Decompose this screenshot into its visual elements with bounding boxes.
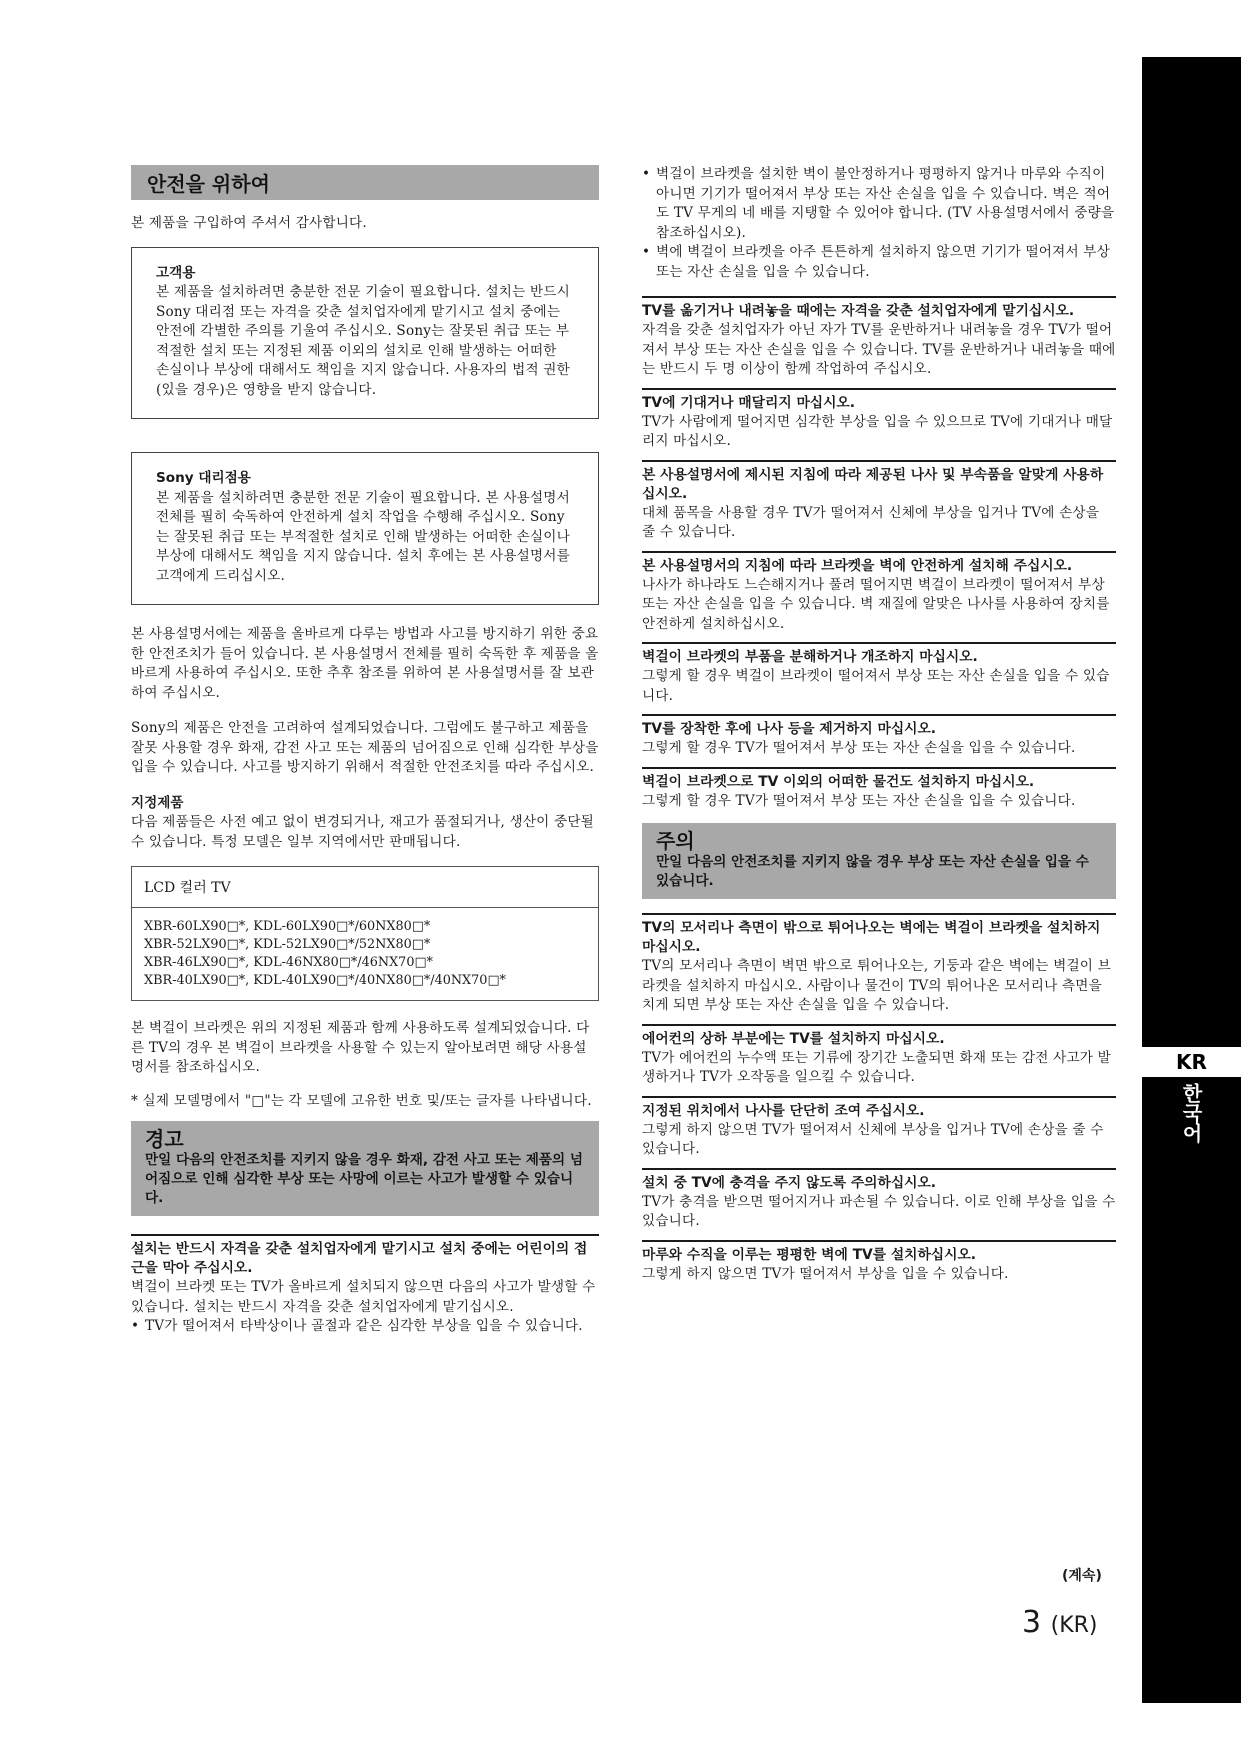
section-heading: TV를 장착한 후에 나사 등을 제거하지 마십시오. [642, 721, 937, 737]
paragraph-bracket-usage: 본 벽걸이 브라켓은 위의 지정된 제품과 함께 사용하도록 설계되었습니다. 다른 TV의 경우 본 벽걸이 브라켓을 사용할 수 있는지 알아보려면 해당 사용설명서를 참조하십시오. [131, 1020, 590, 1075]
paragraph-manual: 본 사용설명서에는 제품을 올바르게 다루는 방법과 사고를 방지하기 위한 중요한 안전조치가 들어 있습니다. 본 사용설명서 전체를 필히 숙독한 후 제품을 올바르게 사용하여 주십시오. 또한 추후 참조를 위하여 본 사용설명서를 잘 보관하여 주십시오. [131, 626, 599, 701]
caution-title: 주의 [656, 829, 695, 853]
section-text: TV가 사람에게 떨어지면 심각한 부상을 입을 수 있으므로 TV에 기대거나 매달리지 마십시오. [642, 413, 1113, 449]
left-column [131, 165, 599, 1337]
dealer-box-text: 본 제품을 설치하려면 충분한 전문 기술이 필요합니다. 본 사용설명서 전체를 필히 숙독하여 안전하게 설치 작업을 수행해 주십시오. Sony는 잘못된 취급 또는 부적절한 설치로 인해 발생하는 어떠한 손실이나 부상에 대해서도 책임을 지지 않습니다. 설치 후에는 본 사용설명서를 고객에게 드리십시오. [156, 489, 570, 584]
footnote: * 실제 모델명에서 "□"는 각 모델에 고유한 번호 및/또는 글자를 나타냅니다. [131, 1092, 592, 1109]
section-heading: TV의 모서리나 측면이 밖으로 튀어나오는 벽에는 벽걸이 브라켓을 설치하지 마십시오. [642, 920, 1101, 955]
page-number: 3 (KR) [1022, 1605, 1098, 1640]
right-column [642, 165, 1116, 1284]
language-label: 한국어 [1179, 1083, 1203, 1143]
section-heading: 벽걸이 브라켓의 부품을 분해하거나 개조하지 마십시오. [642, 649, 978, 665]
customer-box [131, 247, 599, 420]
section-text: TV가 에어컨의 누수액 또는 기류에 장기간 노출되면 화재 또는 감전 사고가 발생하거나 TV가 오작동을 일으킬 수 있습니다. [642, 1049, 1111, 1085]
section-text: 그렇게 하지 않으면 TV가 떨어져서 신체에 부상을 입거나 TV에 손상을 줄 수 있습니다. [642, 1121, 1104, 1157]
section [642, 714, 1116, 759]
section [642, 1240, 1116, 1285]
section-heading: 본 사용설명서의 지침에 따라 브라켓을 벽에 안전하게 설치해 주십시오. [642, 557, 1073, 574]
customer-box-heading: 고객용 [156, 264, 196, 281]
list-item: • 벽걸이 브라켓을 설치한 벽이 불안정하거나 평평하지 않거나 마루와 수직이 아니면 기기가 떨어져서 부상 또는 자산 손실을 입을 수 있습니다. 벽은 적어도 TV 무게의 네 배를 지탱할 수 있어야 합니다. (TV 사용설명서에서 중량을 참조하십시오). [642, 166, 1115, 241]
section [642, 767, 1116, 812]
safety-title: 안전을 위하여 [131, 165, 599, 200]
paragraph-design: Sony의 제품은 안전을 고려하여 설계되었습니다. 그럼에도 불구하고 제품을 잘못 사용할 경우 화재, 감전 사고 또는 제품의 넘어짐으로 인해 심각한 부상을 입을 수 있습니다. 사고를 방지하기 위해서 적절한 안전조치를 따라 주십시오. [131, 720, 599, 775]
model-row: XBR-40LX90□*, KDL-40LX90□*/40NX80□*/40NX70□* [144, 973, 506, 988]
language-side-strip [1142, 57, 1241, 1703]
dealer-box [131, 452, 599, 605]
warning-box [131, 1121, 599, 1216]
specified-products-heading: 지정제품 [131, 794, 184, 811]
dealer-box-heading: Sony 대리점용 [156, 470, 251, 486]
warning-sections [642, 296, 1116, 811]
section [642, 551, 1116, 635]
section-heading: TV를 옮기거나 내려놓을 때에는 자격을 갖춘 설치업자에게 맡기십시오. [642, 303, 1075, 319]
continued-label: (계속) [1062, 1568, 1102, 1584]
section [642, 1024, 1116, 1088]
section-text: 그렇게 할 경우 벽걸이 브라켓이 떨어져서 부상 또는 자산 손실을 입을 수 있습니다. [642, 668, 1110, 704]
caution-sections [642, 913, 1116, 1284]
model-table [131, 866, 599, 1001]
section-text: 나사가 하나라도 느슨해지거나 풀려 떨어지면 벽걸이 브라켓이 떨어져서 부상 또는 자산 손실을 입을 수 있습니다. 벽 재질에 알맞은 나사를 사용하여 장치를 안전하게 설치하십시오. [642, 576, 1110, 632]
intro-text: 본 제품을 구입하여 주셔서 감사합니다. [131, 215, 367, 231]
section [642, 642, 1116, 706]
section-text: TV의 모서리나 측면이 벽면 밖으로 튀어나오는, 기둥과 같은 벽에는 벽걸이 브라켓을 설치하지 마십시오. 사람이나 물건이 TV의 튀어나온 모서리나 측면을 치게 되면 부상 또는 자산 손실을 입을 수 있습니다. [642, 958, 1111, 1013]
install-section [131, 1234, 599, 1278]
warning-title: 경고 [145, 1127, 184, 1151]
section-heading: 지정된 위치에서 나사를 단단히 조여 주십시오. [642, 1102, 925, 1119]
section [642, 388, 1116, 452]
section [642, 1168, 1116, 1232]
section-text: 그렇게 할 경우 TV가 떨어져서 부상 또는 자산 손실을 입을 수 있습니다. [642, 792, 1076, 809]
caution-text: 만일 다음의 안전조치를 지키지 않을 경우 부상 또는 자산 손실을 입을 수 있습니다. [656, 854, 1089, 889]
specified-products-text: 다음 제품들은 사전 예고 없이 변경되거나, 재고가 품절되거나, 생산이 중단될 수 있습니다. 특정 모델은 일부 지역에서만 판매됩니다. [131, 814, 595, 850]
install-text: 벽걸이 브라켓 또는 TV가 올바르게 설치되지 않으면 다음의 사고가 발생할 수 있습니다. 설치는 반드시 자격을 갖춘 설치업자에게 맡기십시오. [131, 1279, 596, 1315]
warning-text: 만일 다음의 안전조치를 지키지 않을 경우 화재, 감전 사고 또는 제품의 넘어짐으로 인해 심각한 부상 또는 사망에 이르는 사고가 발생할 수 있습니다. [145, 1152, 584, 1206]
section-text: TV가 충격을 받으면 떨어지거나 파손될 수 있습니다. 이로 인해 부상을 입을 수 있습니다. [642, 1193, 1116, 1229]
section-heading: 벽걸이 브라켓으로 TV 이외의 어떠한 물건도 설치하지 마십시오. [642, 773, 1035, 790]
section-heading: TV에 기대거나 매달리지 마십시오. [642, 394, 856, 411]
model-row: XBR-46LX90□*, KDL-46NX80□*/46NX70□* [144, 955, 433, 970]
model-table-header: LCD 컬러 TV [132, 867, 598, 908]
section-heading: 마루와 수직을 이루는 평평한 벽에 TV를 설치하십시오. [642, 1246, 977, 1263]
list-item: • TV가 떨어져서 타박상이나 골절과 같은 심각한 부상을 입을 수 있습니다. [131, 1318, 583, 1334]
section [642, 1096, 1116, 1160]
section [642, 913, 1116, 1016]
section-text: 그렇게 하지 않으면 TV가 떨어져서 부상을 입을 수 있습니다. [642, 1265, 1009, 1282]
section [642, 296, 1116, 380]
customer-box-text: 본 제품을 설치하려면 충분한 전문 기술이 필요합니다. 설치는 반드시 Sony 대리점 또는 자격을 갖춘 설치업자에게 맡기시고 설치 중에는 안전에 각별한 주의를 기울여 주십시오. Sony는 잘못된 취급 또는 부적절한 설치 또는 지정된 제품 이외의 설치로 인해 발생하는 어떠한 손실이나 부상에 대해서도 책임을 지지 않습니다. 사용자의 법적 권한(있을 경우)은 영향을 받지 않습니다. [156, 284, 570, 398]
install-heading: 설치는 반드시 자격을 갖춘 설치업자에게 맡기시고 설치 중에는 어린이의 접근을 막아 주십시오. [131, 1241, 588, 1276]
section-text: 자격을 갖춘 설치업자가 아닌 자가 TV를 운반하거나 내려놓을 경우 TV가 떨어져서 부상 또는 자산 손실을 입을 수 있습니다. TV를 운반하거나 내려놓을 때에는 반드시 두 명 이상이 함께 작업하여 주십시오. [642, 322, 1116, 377]
caution-box [642, 823, 1116, 899]
section-text: 대체 품목을 사용할 경우 TV가 떨어져서 신체에 부상을 입거나 TV에 손상을 줄 수 있습니다. [642, 504, 1100, 540]
model-row: XBR-52LX90□*, KDL-52LX90□*/52NX80□* [144, 937, 431, 952]
section-heading: 본 사용설명서에 제시된 지침에 따라 제공된 나사 및 부속품을 알맞게 사용하십시오. [642, 466, 1104, 502]
model-row: XBR-60LX90□*, KDL-60LX90□*/60NX80□* [144, 919, 431, 934]
section-heading: 설치 중 TV에 충격을 주지 않도록 주의하십시오. [642, 1174, 937, 1191]
section-heading: 에어컨의 상하 부분에는 TV를 설치하지 마십시오. [642, 1030, 945, 1047]
language-code-tab: KR [1142, 1047, 1241, 1077]
list-item: • 벽에 벽걸이 브라켓을 아주 튼튼하게 설치하지 않으면 기기가 떨어져서 부상 또는 자산 손실을 입을 수 있습니다. [642, 244, 1110, 280]
section-text: 그렇게 할 경우 TV가 떨어져서 부상 또는 자산 손실을 입을 수 있습니다. [642, 740, 1076, 756]
section [642, 460, 1116, 543]
